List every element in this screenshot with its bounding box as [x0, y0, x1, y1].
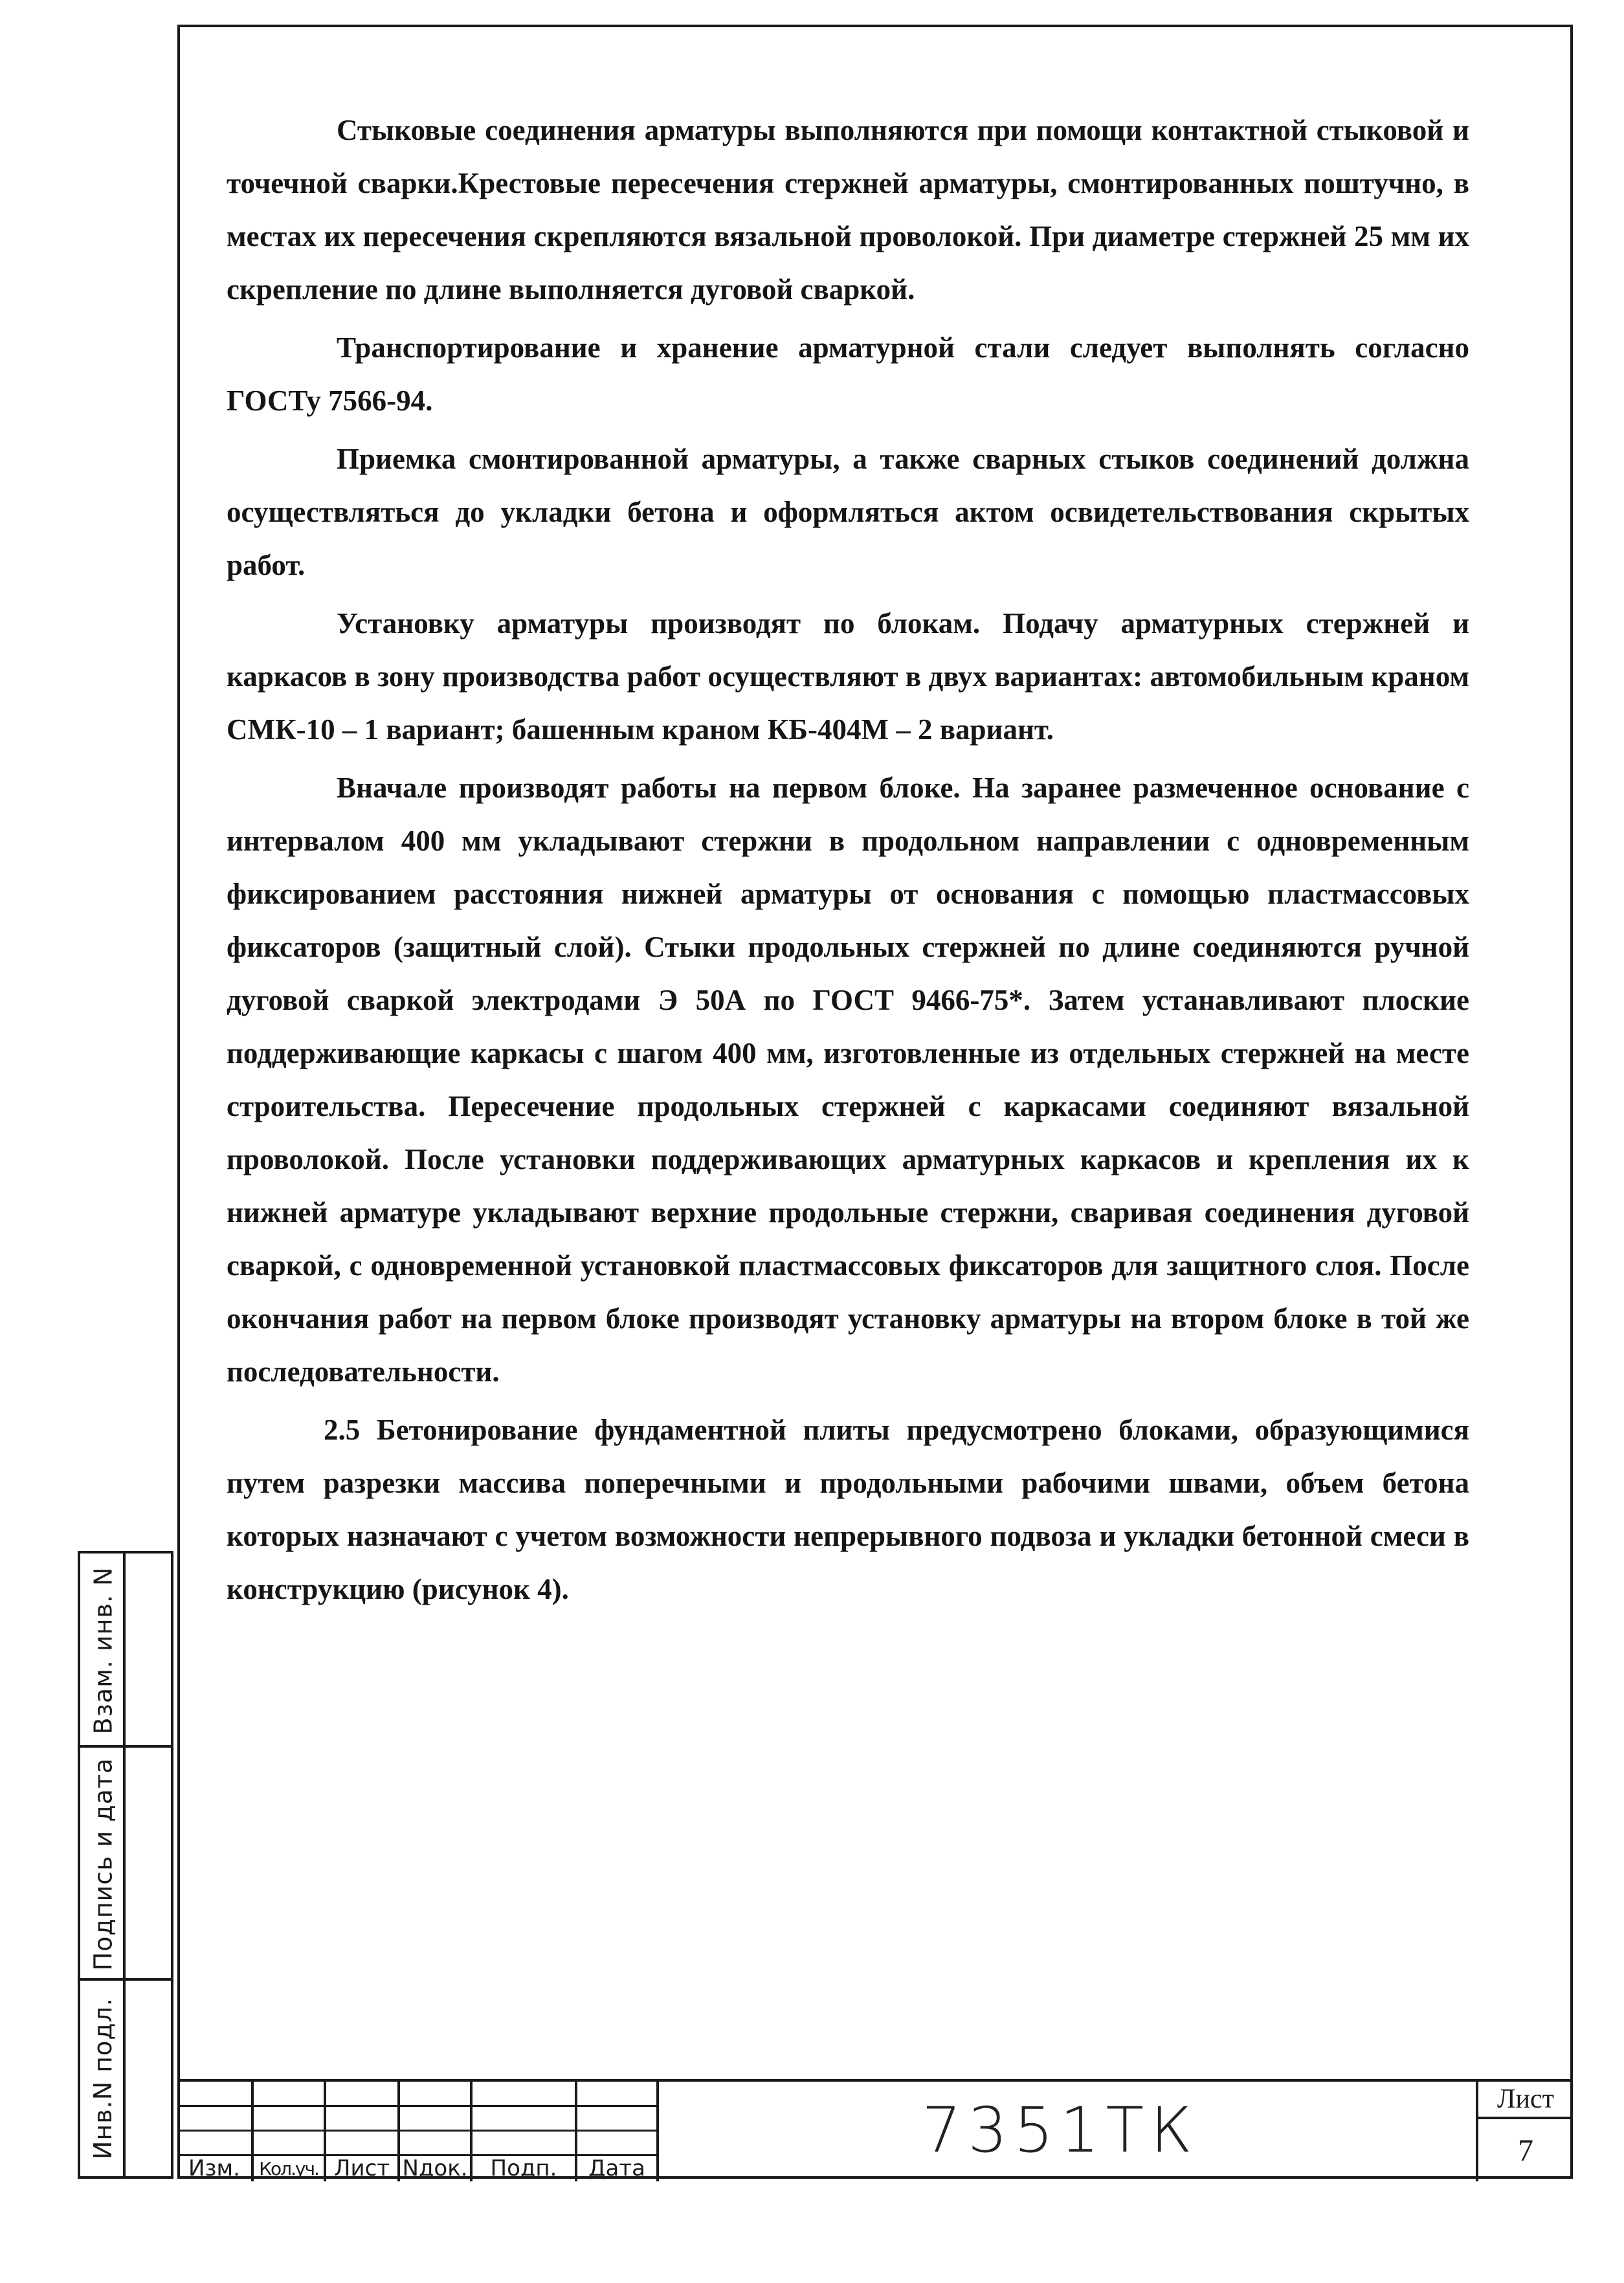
paragraph-transport: Транспортирование и хранение арматурной стали следует выполнять согласно ГОСТу 7566-94.: [227, 331, 1469, 417]
side-label-inv-podl: Инв.N подл.: [89, 1998, 118, 2159]
side-label-podpis-data: Подпись и дата: [89, 1757, 118, 1971]
sheet-number: 7: [1518, 2133, 1533, 2168]
paragraph-installation: Установку арматуры производят по блокам. Подачу арматурных стержней и каркасов в зону производства работ осуществляют в двух вариантах: автомобильным краном СМК-10 – 1 вариант; башенным краном КБ-404М – 2 вариант.: [227, 607, 1469, 746]
side-cell-podpis-value: [126, 1748, 171, 1981]
sheet-label: Лист: [1478, 2082, 1573, 2119]
side-stamp: [78, 1551, 173, 2179]
col-list: Лист: [333, 2155, 390, 2181]
side-label-vzam-inv: Взам. инв. N: [89, 1566, 118, 1735]
paragraph-concreting: 2.5 Бетонирование фундаментной плиты предусмотрено блоками, образующимися путем разрезки массива поперечными и продольными рабочими швами, объем бетона которых назначают с учетом возможности непрерывного подвоза и укладки бетонной смеси в конструкцию (рисунок 4).: [227, 1414, 1469, 1605]
document-body: [227, 104, 1469, 1621]
title-block: [177, 2079, 1573, 2179]
side-cell-inv-value: [126, 1981, 171, 2176]
paragraph-joints: Стыковые соединения арматуры выполняются при помощи контактной стыковой и точечной сварки.Крестовые пересечения стержней арматуры, смонтированных поштучно, в местах их пересечения скрепляются вязальной проволокой. При диаметре стержней 25 мм их скрепление по длине выполняется дуговой сваркой.: [227, 114, 1469, 306]
col-ndok: Nдок.: [402, 2155, 468, 2181]
col-data: Дата: [588, 2155, 646, 2181]
col-podp: Подп.: [490, 2155, 557, 2181]
col-koluch: Кол.уч.: [259, 2157, 318, 2179]
side-cell-vzam-value: [126, 1554, 171, 1748]
paragraph-acceptance: Приемка смонтированной арматуры, а также сварных стыков соединений должна осуществляться до укладки бетона и оформляться актом освидетельствования скрытых работ.: [227, 443, 1469, 581]
col-izm: Изм.: [188, 2155, 240, 2181]
document-code: 7351ТК: [922, 2094, 1199, 2166]
paragraph-first-block: Вначале производят работы на первом блоке. На заранее размеченное основание с интервалом 400 мм укладывают стержни в продольном направлении с одновременным фиксированием расстояния нижней арматуры от основания с помощью пластмассовых фиксаторов (защитный слой). Стыки продольных стержней по длине соединяются ручной дуговой сваркой электродами Э 50А по ГОСТ 9466-75*. Затем устанавливают плоские поддерживающие каркасы с шагом 400 мм, изготовленные из отдельных стержней на месте строительства. Пересечение продольных стержней с каркасами соединяют вязальной проволокой. После установки поддерживающих арматурных каркасов и крепления их к нижней арматуре укладывают верхние продольные стержни, сваривая соединения дуговой сваркой, с одновременной установкой пластмассовых фиксаторов для защитного слоя. После окончания работ на первом блоке производят установку арматуры на втором блоке в той же последовательности.: [227, 772, 1469, 1388]
